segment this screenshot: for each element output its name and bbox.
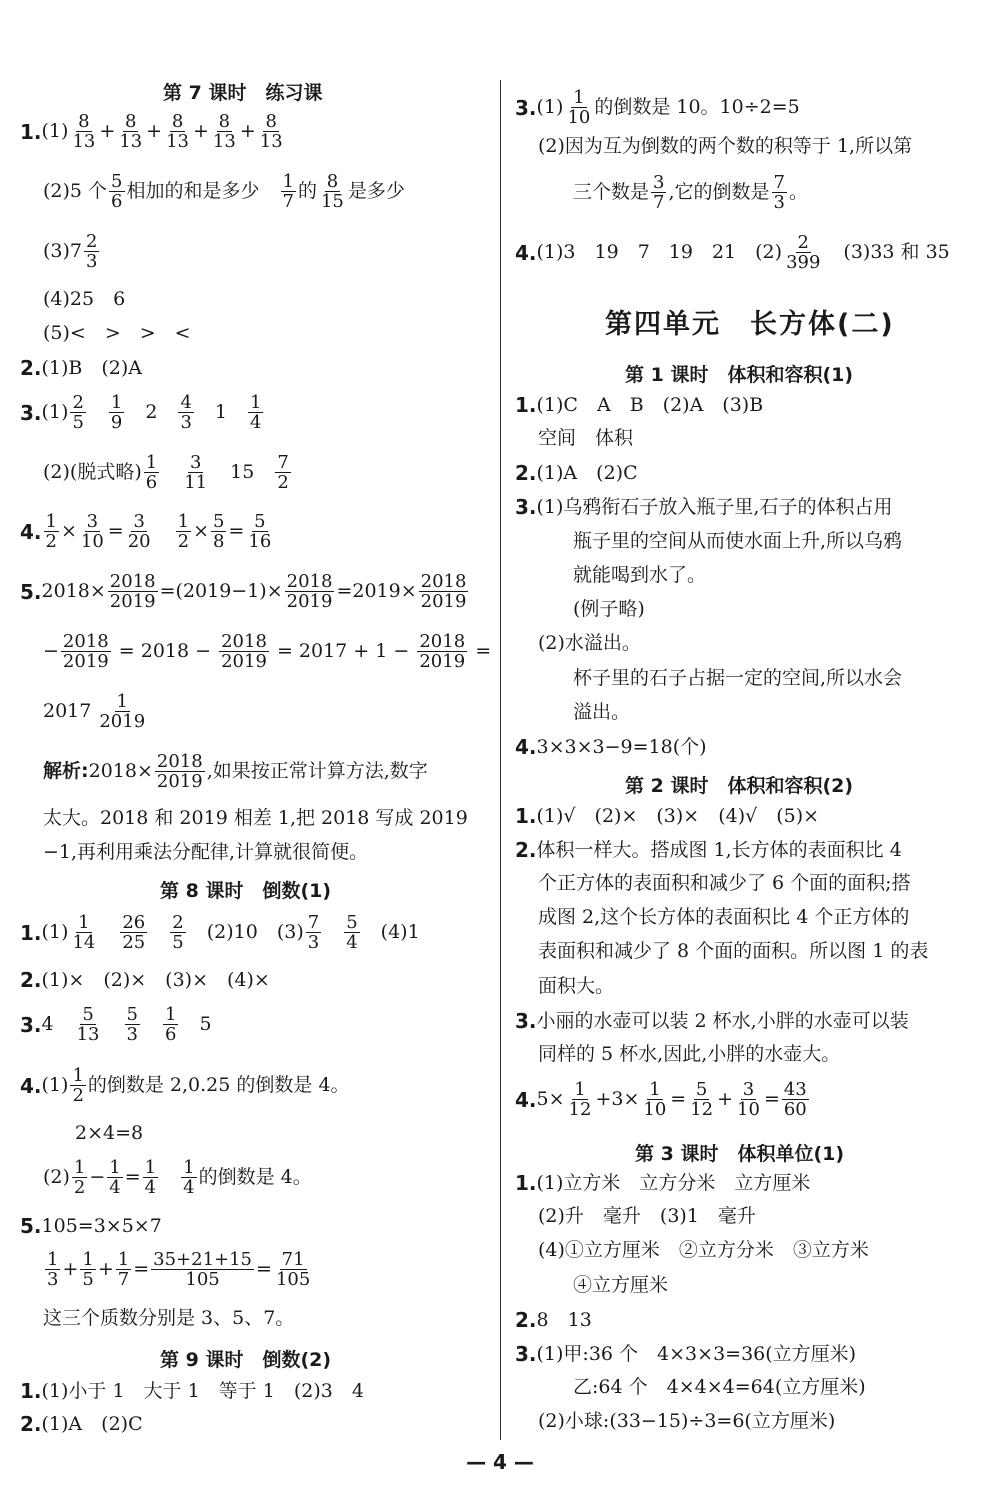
u4l2-q3-line2: 同样的 5 杯水,因此,小胖的水壶大。	[538, 1043, 841, 1065]
u4l3-q2: 2. 8 13	[515, 1308, 592, 1332]
u4l2-q2-line5: 面积大。	[538, 975, 615, 997]
lesson8-q4-line3: (2) 1 2 − $\frac{1}{4}$ = $\frac{1}{4}$ 1 4 的倒数是 4。	[43, 1157, 312, 1199]
lesson7-q1-line1: 1. (1) 8 13 + $\frac{8}{13}$ + $\frac{8}{13}$ + $\frac{8}{13}$ + $\frac{8}{13}$	[20, 111, 283, 153]
lesson-8-heading: 第 8 课时 倒数(1)	[160, 880, 332, 902]
lesson7-q5-line3: 2017 1 2019	[43, 691, 146, 733]
u4l3-q1-line1: 1. (1)立方米 立方分米 立方厘米	[515, 1171, 811, 1195]
u4l3-q3-line3: (2)小球:(33−15)÷3=6(立方厘米)	[538, 1410, 836, 1432]
u4l1-q3-line5: (2)水溢出。	[538, 632, 641, 654]
lesson9-q4: 4. (1)3 19 7 19 21 (2) 2 399 (3)33 和 35	[515, 232, 950, 274]
lesson7-q4: 4. $\frac{1}{2}$ × $\frac{3}{10}$ = $\frac{3}{20}$ $\frac{1}{2}$ × $\frac{5}{8}$ = $\frac{5}{16}$	[20, 511, 272, 553]
lesson9-q2: 2. (1)A (2)C	[20, 1412, 143, 1436]
u4l2-q1: 1. (1)√ (2)× (3)× (4)√ (5)×	[515, 804, 820, 828]
lesson7-q3-line1: 3. (1) 2 5 1 9 2 4 3 1 1 4	[20, 392, 262, 434]
lesson9-q3-line2: (2)因为互为倒数的两个数的积等于 1,所以第	[538, 135, 913, 157]
u4l1-q2: 2. (1)A (2)C	[515, 461, 638, 485]
u4l1-q3-line4: (例子略)	[573, 598, 645, 620]
lesson9-q1: 1. (1)小于 1 大于 1 等于 1 (2)3 4	[20, 1379, 364, 1403]
u4l3-q1-line2: (2)升 毫升 (3)1 毫升	[538, 1205, 756, 1227]
unit4-lesson-2-heading: 第 2 课时 体积和容积(2)	[625, 775, 854, 797]
lesson8-q5-line1: 5. 105=3×5×7	[20, 1214, 162, 1238]
u4l1-q3-line6: 杯子里的石子占据一定的空间,所以水会	[573, 667, 903, 689]
lesson8-q4-line2: 2×4=8	[75, 1122, 144, 1144]
lesson9-q3-line3: 三个数是 3 7 ,它的倒数是 7 3 。	[573, 172, 808, 214]
u4l1-q3-line7: 溢出。	[573, 701, 631, 723]
u4l2-q4: 4. 5× $\frac{1}{12}$ +3× $\frac{1}{10}$ = $\frac{5}{12}$ + $\frac{3}{10}$ = $\frac{43}{60}$	[515, 1079, 807, 1121]
lesson-7-heading: 第 7 课时 练习课	[163, 82, 323, 104]
u4l1-q1-line2: 空间 体积	[538, 427, 634, 449]
unit-4-title: 第四单元 长方体(二)	[605, 309, 895, 340]
u4l1-q1-line1: 1. (1)C A B (2)A (3)B	[515, 393, 764, 417]
lesson7-analysis-line3: −1,再利用乘法分配律,计算就很简便。	[43, 841, 369, 863]
u4l3-q1-line3: (4)①立方厘米 ②立方分米 ③立方米	[538, 1239, 869, 1261]
lesson7-q1-line4: (4)25 6	[43, 288, 126, 310]
u4l3-q3-line2: 乙:64 个 4×4×4=64(立方厘米)	[573, 1376, 866, 1398]
unit4-lesson-3-heading: 第 3 课时 体积单位(1)	[635, 1143, 845, 1165]
lesson7-analysis-line2: 太大。2018 和 2019 相差 1,把 2018 写成 2019	[43, 807, 468, 829]
lesson7-q3-line2: (2)(脱式略) 1 6 3 11 15 7 2	[43, 452, 289, 494]
u4l3-q1-line4: ④立方厘米	[573, 1274, 669, 1296]
lesson9-q3-line1: 3. (1) 1 10 的倒数是 10。10÷2=5	[515, 87, 800, 129]
u4l2-q2-line3: 成图 2,这个长方体的表面积比 4 个正方体的	[538, 906, 910, 928]
u4l2-q2-line1: 2. 体积一样大。搭成图 1,长方体的表面积比 4	[515, 838, 902, 862]
lesson7-q5-line1: 5. 2018× $\frac{2018}{2019}$ =(2019−1)× $\frac{2018}{2019}$ =2019× $\frac{2018}{2019}$	[20, 571, 467, 613]
lesson7-q2: 2. (1)B (2)A	[20, 356, 143, 380]
u4l2-q3-line1: 3. 小丽的水壶可以装 2 杯水,小胖的水壶可以装	[515, 1009, 909, 1033]
lesson8-q2: 2. (1)× (2)× (3)× (4)×	[20, 968, 270, 992]
u4l1-q3-line2: 瓶子里的空间从而使水面上升,所以乌鸦	[573, 530, 903, 552]
lesson7-analysis-line1: 解析: 2018× $\frac{2018}{2019}$ ,如果按正常计算方法,数字	[43, 751, 428, 793]
lesson7-q1-line5: (5)< > > <	[43, 322, 191, 344]
lesson8-q4-line1: 4. (1) 1 2 的倒数是 2,0.25 的倒数是 4。	[20, 1065, 350, 1107]
lesson8-q3: 3. 4 5 13 5 3 1 6 5	[20, 1004, 212, 1046]
lesson8-q1: 1. (1) 1 14 26 25 2 5 (2)10 (3) 7 3 5 4 (4)1	[20, 912, 420, 954]
u4l1-q4: 4. 3×3×3−9=18(个)	[515, 735, 707, 759]
u4l1-q3-line3: 就能喝到水了。	[573, 564, 707, 586]
u4l2-q2-line2: 个正方体的表面积和减少了 6 个面的面积;搭	[538, 872, 911, 894]
u4l3-q3-line1: 3. (1)甲:36 个 4×3×3=36(立方厘米)	[515, 1342, 857, 1366]
u4l1-q3-line1: 3. (1)乌鸦衔石子放入瓶子里,石子的体积占用	[515, 495, 893, 519]
lesson7-q5-line2: − $\frac{2018}{2019}$ = 2018 − $\frac{2018}{2019}$ = 2017 + 1 − $\frac{2018}{2019}$ =	[43, 631, 492, 673]
u4l2-q2-line4: 表面积和减少了 8 个面的面积。所以图 1 的表	[538, 940, 929, 962]
lesson8-q5-line2: 1 3 + $\frac{1}{5}$ + $\frac{1}{7}$ = $\frac{35+21+15}{105}$ = $\frac{71}{105}$	[47, 1249, 311, 1291]
lesson-9-heading: 第 9 课时 倒数(2)	[160, 1349, 332, 1371]
lesson8-q5-line3: 这三个质数分别是 3、5、7。	[43, 1307, 295, 1329]
page-number: — 4 —	[466, 1450, 534, 1474]
lesson7-q1-line3: (3)7 2 3	[43, 231, 98, 273]
lesson7-q1-line2: (2)5 个 5 6 相加的和是多少 1 7 的 8 15 是多少	[43, 171, 405, 213]
column-divider	[500, 80, 501, 1440]
unit4-lesson-1-heading: 第 1 课时 体积和容积(1)	[625, 364, 854, 386]
